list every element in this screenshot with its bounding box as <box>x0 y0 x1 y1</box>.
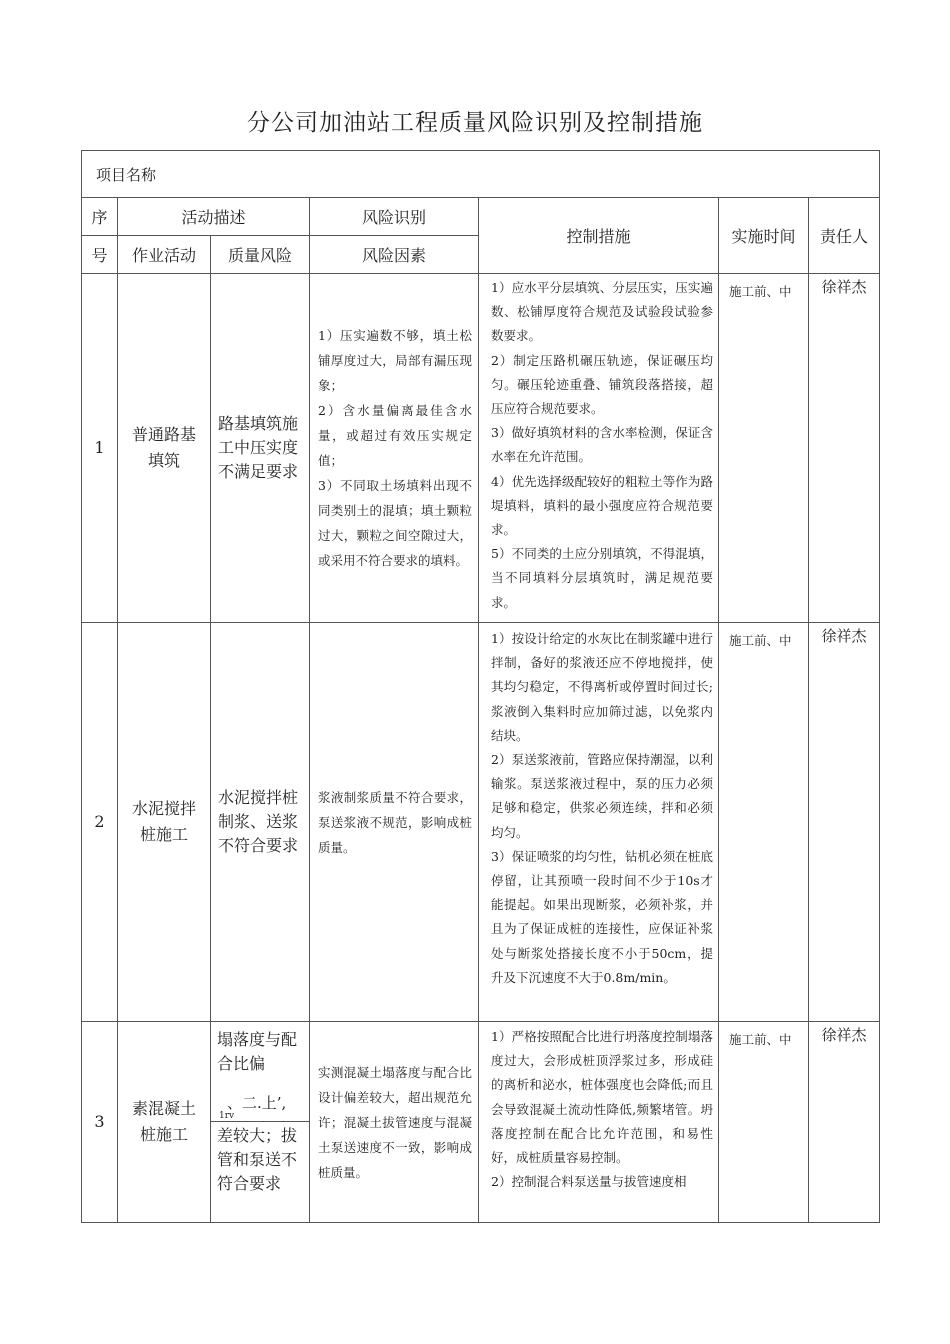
header-implementation-time: 实施时间 <box>719 198 809 274</box>
header-risk-identification: 风险识别 <box>310 198 479 236</box>
row-quality-risk <box>211 1022 310 1223</box>
header-quality-risk: 质量风险 <box>211 236 310 274</box>
row-activity: 素混凝土桩施工 <box>118 1022 211 1223</box>
factor-item: 1）压实遍数不够，填土松铺厚度过大，局部有漏压现象； <box>318 328 472 393</box>
risk-text-top: 塌落度与配合比偏 <box>217 1030 298 1073</box>
control-item: 1）按设计给定的水灰比在制浆罐中进行拌制，备好的浆液还应不停地搅拌，使其均匀稳定，不得离析或停置时间过长;浆液倒入集料时应加筛过滤，以免浆内结块。 <box>491 631 713 743</box>
row-person: 徐祥杰 <box>809 274 880 623</box>
control-item: 5）不同类的土应分别填筑，不得混填，当不同填料分层填筑时，满足规范要求。 <box>491 546 713 610</box>
table-row <box>82 623 880 1022</box>
header-control-measures: 控制措施 <box>479 198 719 274</box>
header-activity-desc: 活动描述 <box>118 198 310 236</box>
control-item: 2）泵送浆液前，管路应保持潮湿，以利输浆。泵送浆液过程中，泵的压力必须足够和稳定，供浆必须连续，拌和必须均匀。 <box>491 752 713 840</box>
header-risk-factors: 风险因素 <box>310 236 479 274</box>
row-risk-factors <box>310 623 479 1022</box>
row-activity: 水泥搅拌桩施工 <box>118 623 211 1022</box>
factor-item: 3）不同取土场填料出现不同类别土的混填；填土颗粒过大，颗粒之间空隙过大，或采用不符合要求的填料。 <box>318 478 472 568</box>
control-item: 4）优先选择级配较好的粗粒土等作为路堤填料，填料的最小强度应符合规范要求。 <box>491 473 713 538</box>
risk-control-table <box>81 150 880 1223</box>
row-seq: 3 <box>82 1022 118 1223</box>
control-item: 2）控制混合料泵送量与拔管速度相 <box>491 1174 687 1190</box>
table-row <box>82 1022 880 1223</box>
control-item: 2）制定压路机碾压轨迹，保证碾压均匀。碾压轮迹重叠、铺筑段落搭接，超压应符合规范要求。 <box>491 352 713 417</box>
control-item: 1）严格按照配合比进行坍落度控制塌落度过大，会形成桩顶浮浆过多，形成硅的离析和泌水，桩体强度也会降低;而且会导致混凝土流动性降低,频繁堵管。坍落度控制在配合比允许范围，和易性好，成桩质量容易控制。 <box>491 1029 713 1166</box>
factor-item: 浆液制浆质量不符合要求，泵送浆液不规范，影响成桩质量。 <box>318 789 472 855</box>
risk-garbled-a: 、二.上’, <box>227 1094 287 1112</box>
row-person: 徐祥杰 <box>809 1022 880 1223</box>
header-seq-top: 序 <box>82 198 118 236</box>
header-row-1 <box>82 198 880 236</box>
row-risk-factors <box>310 1022 479 1223</box>
factor-item: 实测混凝土塌落度与配合比设计偏差较大，超出规范允许；混凝土拔管速度与混凝土泵送速度不一致，影响成桩质量。 <box>318 1064 472 1180</box>
risk-text-bottom: 差较大；拔管和泵送不符合要求 <box>211 1121 309 1196</box>
row-quality-risk: 路基填筑施工中压实度不满足要求 <box>211 274 310 623</box>
row-time: 施工前、中 <box>719 1022 809 1223</box>
row-seq: 2 <box>82 623 118 1022</box>
row-control-measures <box>479 274 719 623</box>
control-item: 1）应水平分层填筑、分层压实，压实遍数、松铺厚度符合规范及试验段试验参数要求。 <box>491 280 713 344</box>
row-control-measures <box>479 1022 719 1223</box>
project-row <box>82 151 880 198</box>
factor-item: 2）含水量偏离最佳含水量，或超过有效压实规定值； <box>318 403 472 468</box>
risk-garbled-b: 1rv <box>219 1111 235 1121</box>
row-person: 徐祥杰 <box>809 623 880 1022</box>
header-work-activity: 作业活动 <box>118 236 211 274</box>
table-row <box>82 274 880 623</box>
header-seq-bottom: 号 <box>82 236 118 274</box>
row-quality-risk: 水泥搅拌桩制浆、送浆不符合要求 <box>211 623 310 1022</box>
project-name-label: 项目名称 <box>82 151 880 198</box>
row-control-measures <box>479 623 719 1022</box>
control-item: 3）做好填筑材料的含水率检测，保证含水率在允许范围。 <box>491 425 713 465</box>
row-risk-factors <box>310 274 479 623</box>
header-responsible: 责任人 <box>809 198 880 274</box>
row-time: 施工前、中 <box>719 274 809 623</box>
risk-text-garbled <box>211 1094 309 1121</box>
row-seq: 1 <box>82 274 118 623</box>
document-title: 分公司加油站工程质量风险识别及控制措施 <box>247 110 703 136</box>
row-time: 施工前、中 <box>719 623 809 1022</box>
control-item: 3）保证喷浆的均匀性，钻机必须在桩底停留，让其预喷一段时间不少于10s才能提起。如果出现断浆，必须补浆，并且为了保证成桩的连接性，应保证补浆处与断浆处搭接长度不小于50cm，提升及下沉速度不大于0.8m/min。 <box>491 848 713 985</box>
row-activity: 普通路基填筑 <box>118 274 211 623</box>
